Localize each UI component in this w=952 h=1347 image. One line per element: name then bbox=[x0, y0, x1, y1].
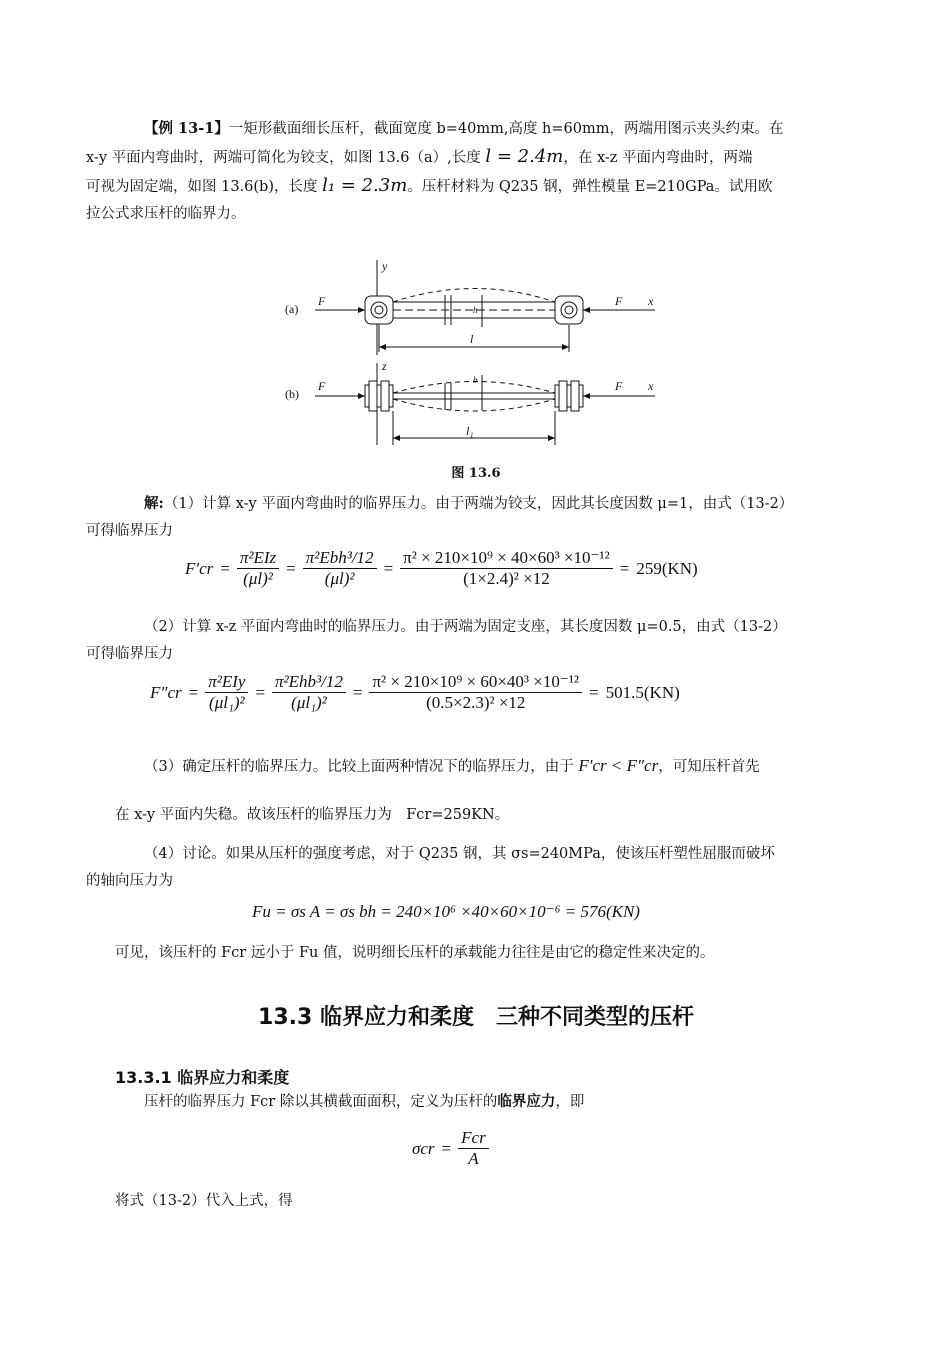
step3-conclusion: 在 x-y 平面内失稳。故该压杆的临界压力为 Fcr=259KN。 bbox=[115, 807, 510, 823]
fig-axis-y: y bbox=[382, 259, 388, 273]
equation-1: F′cr = $\frac{\text{π²EIz}}{\text{(μl)²}}$ = $\frac{\text{π²Ebh³/12}}{\text{(μl)²}}$ = $\frac{\text{π² × 210×10⁹ × 40×60³ ×10⁻¹²}}{\text{(1×2.4)² ×12}}$ = 259(KN) bbox=[185, 548, 698, 588]
figure-13-6 bbox=[270, 255, 690, 455]
section-last-line: 将式（13-2）代入上式，得 bbox=[115, 1193, 293, 1209]
fig-label-b: (b) bbox=[285, 387, 299, 401]
example-tag: 【例 13-1】 bbox=[144, 120, 229, 137]
eq2-f1-num: π²EIy bbox=[205, 672, 248, 693]
fig-width-b: b bbox=[473, 375, 478, 385]
solution-step2 bbox=[86, 614, 843, 668]
equation-sigma: σcr = $\frac{\text{Fcr}}{A}$ bbox=[412, 1128, 489, 1169]
subsection-title: 13.3.1 临界应力和柔度 bbox=[115, 1068, 290, 1087]
eq1-f3-num: π² × 210×10⁹ × 40×60³ ×10⁻¹² bbox=[400, 548, 613, 569]
section-title: 13.3 临界应力和柔度 三种不同类型的压杆 bbox=[258, 1005, 694, 1030]
eq1-f2-num: π²Ebh³/12 bbox=[303, 548, 377, 569]
fig-label-a: (a) bbox=[285, 302, 299, 316]
step3-text-b: ，可知压杆首先 bbox=[658, 759, 760, 775]
step4-text-b: 的轴向压力为 bbox=[86, 873, 173, 889]
example-length-l1: l₁ = 2.3m bbox=[322, 175, 408, 196]
fig-force-left-b: F bbox=[318, 379, 326, 393]
step1-text-b: 可得临界压力 bbox=[86, 523, 173, 539]
eq3-text: Fu = σs A = σs bh = 240×10⁶ ×40×60×10⁻⁶ = 576(KN) bbox=[252, 902, 640, 921]
section-text-a: 压杆的临界压力 Fcr 除以其横截面面积，定义为压杆的 bbox=[144, 1094, 498, 1110]
section-text-b: ，即 bbox=[555, 1094, 585, 1110]
sigma-den: A bbox=[468, 1149, 479, 1168]
sigma-lhs: σcr bbox=[412, 1138, 435, 1158]
fig-force-left-a: F bbox=[318, 294, 326, 308]
solution-conclusion: 可见，该压杆的 Fcr 远小于 Fu 值，说明细长压杆的承载能力往往是由它的稳定性来决定的。 bbox=[115, 945, 715, 961]
sigma-num: Fcr bbox=[458, 1128, 489, 1149]
eq2-lhs: F″cr bbox=[150, 682, 182, 702]
fig-axis-z: z bbox=[382, 359, 387, 373]
example-line2a: x-y 平面内弯曲时，两端可简化为铰支，如图 13.6（a）,长度 bbox=[86, 150, 481, 166]
fig-length-l: l bbox=[470, 332, 474, 346]
eq2-result: 501.5(KN) bbox=[605, 682, 680, 702]
eq1-f1-den: (μl)² bbox=[243, 569, 273, 588]
example-paragraph bbox=[86, 115, 843, 228]
eq2-f2-den: (μl₁)² bbox=[291, 693, 327, 712]
example-length-l: l = 2.4m bbox=[485, 146, 564, 167]
fig-axis-x-b: x bbox=[648, 379, 654, 393]
step2-text-b: 可得临界压力 bbox=[86, 646, 173, 662]
example-line4: 拉公式求压杆的临界力。 bbox=[86, 206, 246, 222]
equation-2: F″cr = $\frac{\text{π²EIy}}{\text{(μl₁)²}}$ = $\frac{\text{π²Ehb³/12}}{\text{(μl₁)²}}$ = $\frac{\text{π² × 210×10⁹ × 60×40³ ×10⁻¹²}}{\text{(0.5×2.3)² ×12}}$ = 501.5(KN) bbox=[150, 672, 680, 712]
solution-label: 解: bbox=[144, 495, 164, 512]
solution-step3 bbox=[115, 752, 843, 781]
eq2-f2-num: π²Ehb³/12 bbox=[272, 672, 346, 693]
step4-text: （4）讨论。如果从压杆的强度考虑，对于 Q235 钢，其 σs=240MPa，使该压杆塑性屈服而破坏 bbox=[144, 846, 775, 862]
solution-step4 bbox=[86, 841, 843, 895]
section-text-bold: 临界应力 bbox=[497, 1093, 556, 1110]
step1-text: （1）计算 x-y 平面内弯曲时的临界压力。由于两端为铰支，因此其长度因数 μ=1，由式（13-2） bbox=[163, 496, 794, 512]
eq2-f1-den: (μl₁)² bbox=[209, 693, 245, 712]
fig-force-right-b: F bbox=[615, 379, 623, 393]
example-line1: 一矩形截面细长压杆，截面宽度 b=40mm,高度 h=60mm，两端用图示夹头约束。在 bbox=[228, 121, 784, 137]
eq1-lhs: F′cr bbox=[185, 558, 214, 578]
fig-length-l1: l₁ bbox=[466, 424, 474, 438]
example-line3b: 。压杆材料为 Q235 钢，弹性模量 E=210GPa。试用欧 bbox=[407, 179, 773, 195]
eq1-f2-den: (μl)² bbox=[324, 569, 355, 588]
figure-caption: 图 13.6 bbox=[451, 466, 501, 481]
eq1-result: 259(KN) bbox=[636, 558, 698, 578]
eq2-f3-num: π² × 210×10⁹ × 60×40³ ×10⁻¹² bbox=[369, 672, 582, 693]
eq1-f3-den: (1×2.4)² ×12 bbox=[463, 569, 550, 588]
section-paragraph bbox=[115, 1088, 843, 1116]
eq2-f3-den: (0.5×2.3)² ×12 bbox=[426, 693, 526, 712]
step2-text: （2）计算 x-z 平面内弯曲时的临界压力。由于两端为固定支座，其长度因数 μ=0.5，由式（13-2） bbox=[144, 619, 787, 635]
step3-text-a: （3）确定压杆的临界压力。比较上面两种情况下的临界压力，由于 bbox=[144, 759, 574, 775]
fig-height-h: h bbox=[473, 305, 478, 315]
example-line3a: 可视为固定端，如图 13.6(b)，长度 bbox=[86, 179, 318, 195]
fig-axis-x-a: x bbox=[648, 294, 654, 308]
fig-force-right-a: F bbox=[615, 294, 623, 308]
solution-step1 bbox=[86, 490, 843, 545]
equation-3 bbox=[252, 902, 640, 922]
eq1-f1-num: π²EIz bbox=[237, 548, 279, 569]
step3-inequality: F′cr < F″cr bbox=[578, 756, 659, 775]
example-line2b: ，在 x-z 平面内弯曲时，两端 bbox=[563, 150, 753, 166]
